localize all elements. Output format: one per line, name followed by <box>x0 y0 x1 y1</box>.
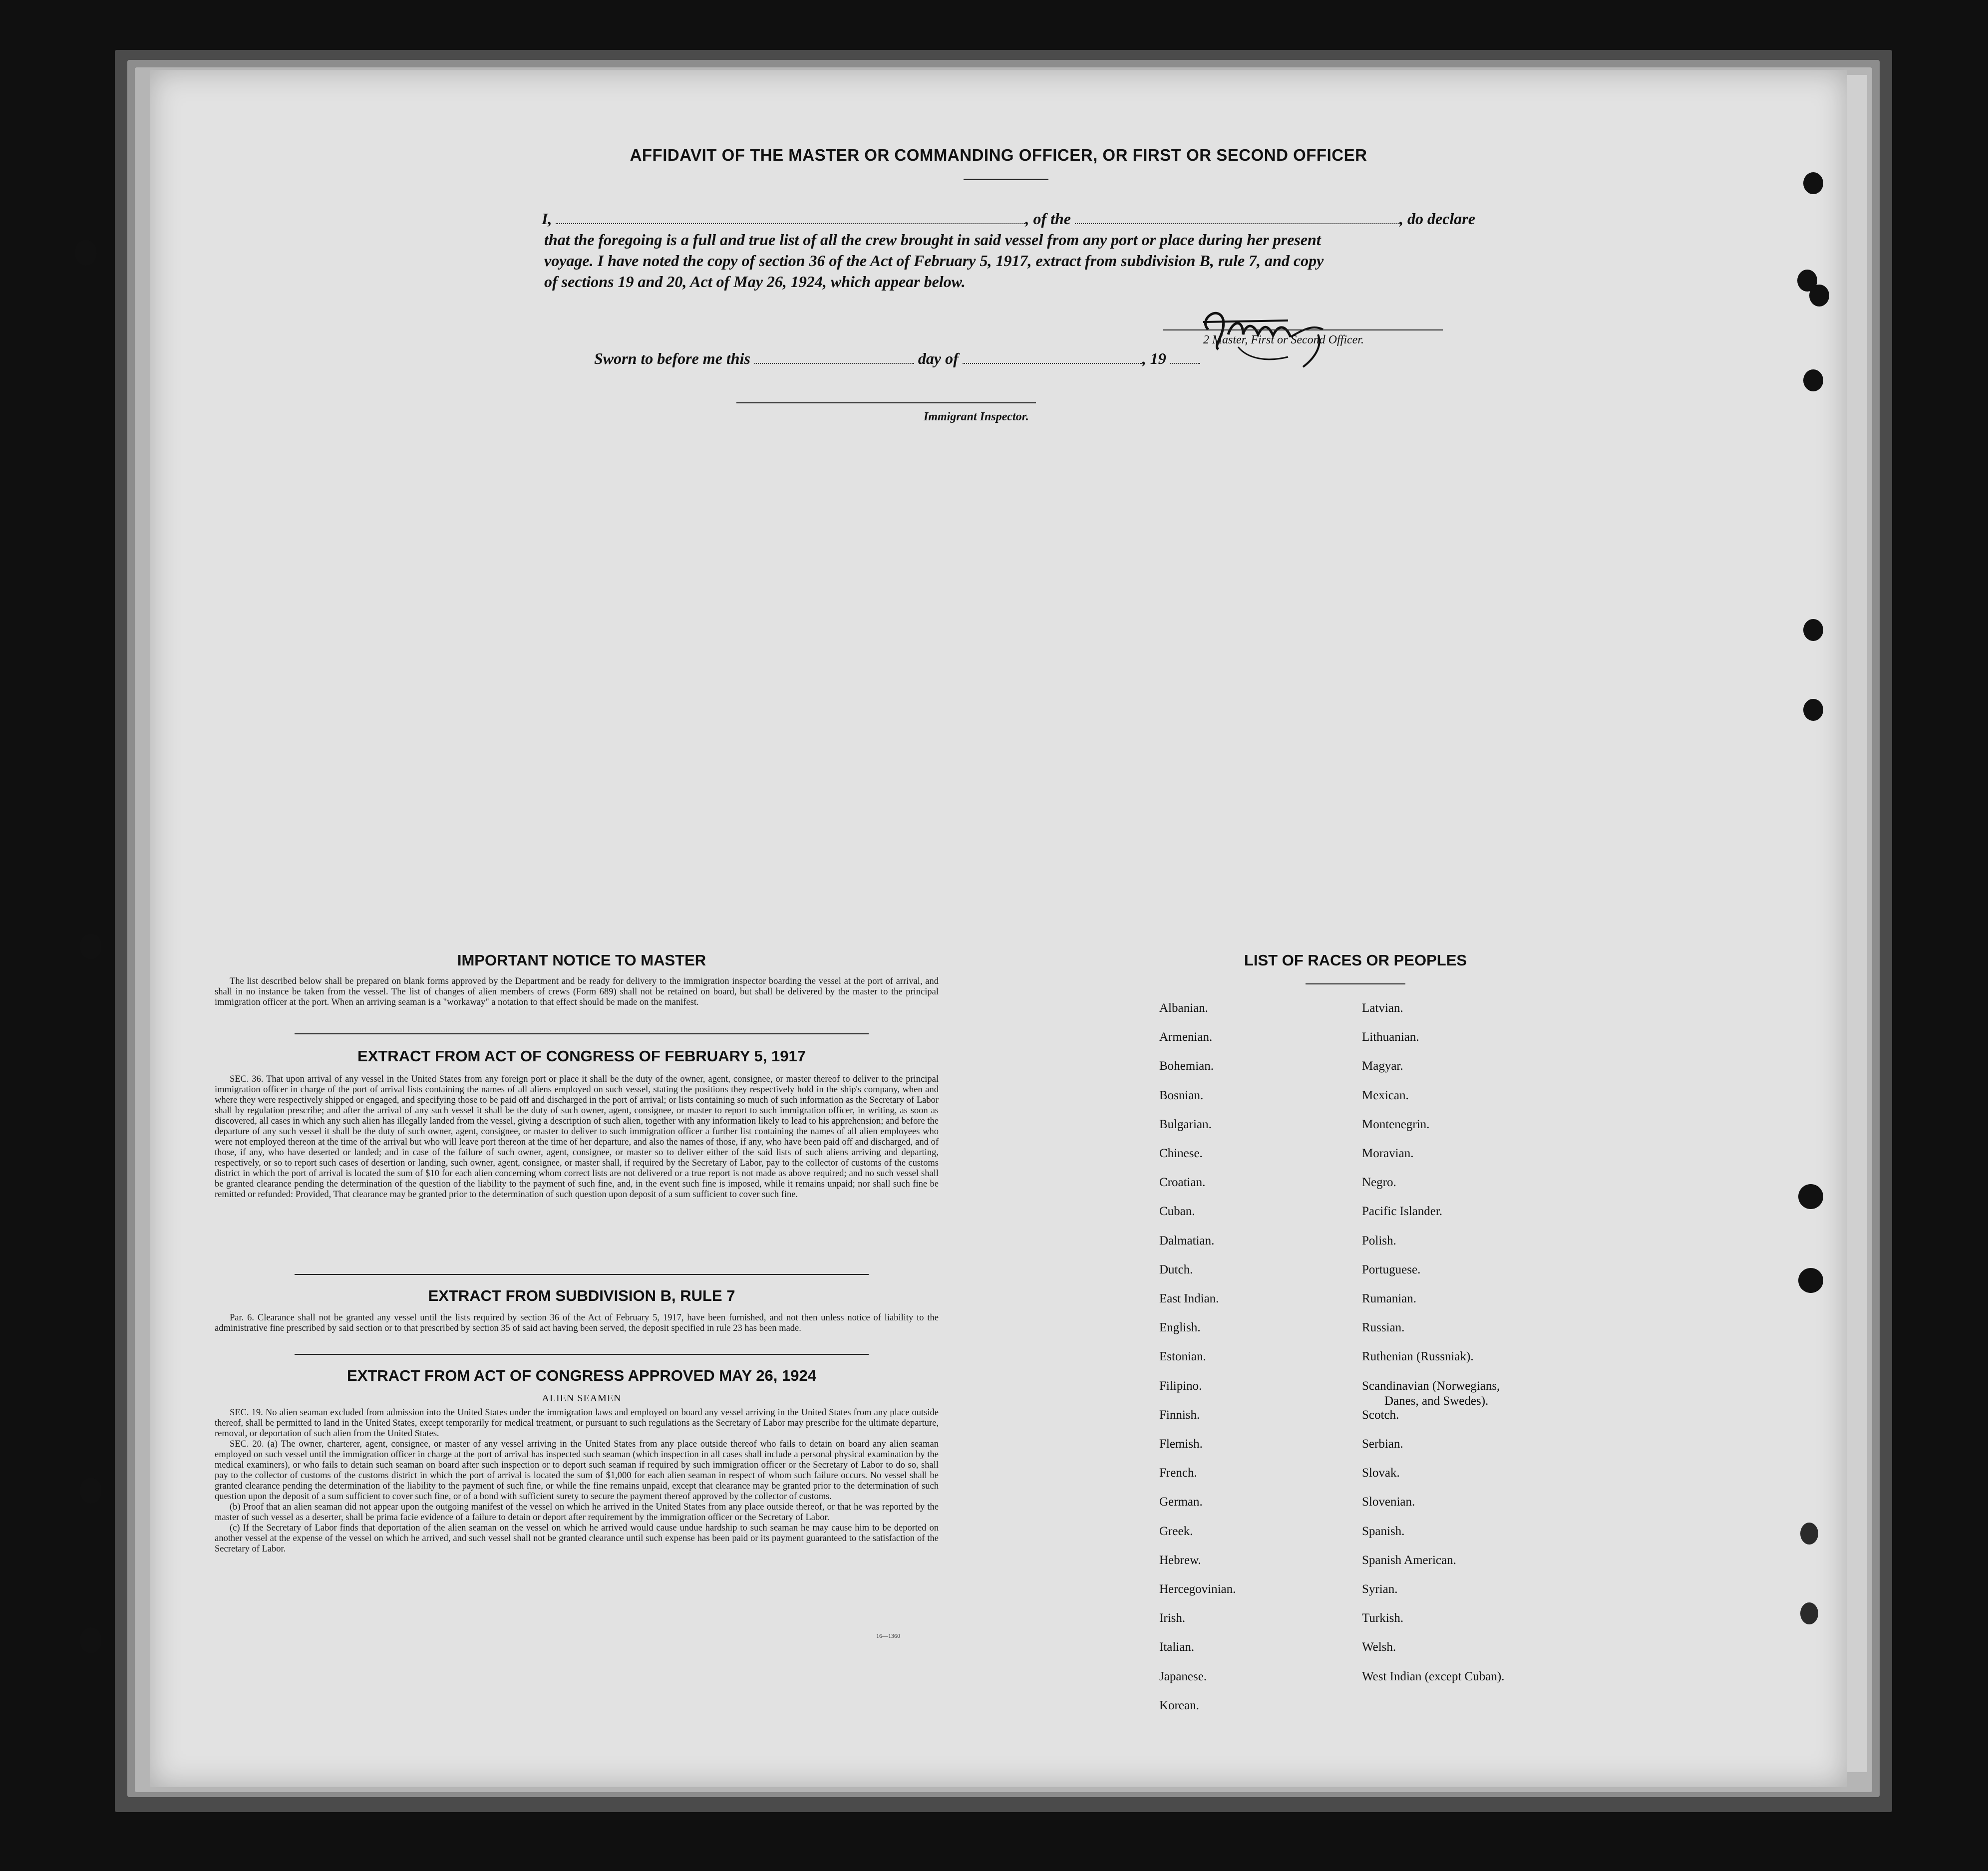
binder-hole <box>1809 285 1829 307</box>
race-item: Moravian. <box>1362 1147 1414 1160</box>
race-item: Slovenian. <box>1362 1495 1415 1509</box>
race-item: Serbian. <box>1362 1437 1403 1451</box>
divider <box>964 179 1048 180</box>
race-item: Latvian. <box>1362 1001 1403 1015</box>
extract-1924-title: EXTRACT FROM ACT OF CONGRESS APPROVED MAY 26, 1924 <box>347 1367 816 1384</box>
race-item: Korean. <box>1159 1699 1199 1712</box>
race-item: Scandinavian (Norwegians, <box>1362 1379 1500 1393</box>
binder-hole <box>80 1478 102 1504</box>
form-number: 16—1360 <box>876 1632 900 1639</box>
race-item: Chinese. <box>1159 1147 1203 1160</box>
race-item: Flemish. <box>1159 1437 1203 1451</box>
race-item: Welsh. <box>1362 1640 1396 1654</box>
declaration-text: voyage. I have noted the copy of section 36 of the Act of February 5, 1917, extract from subdivision B, rule 7, and copy <box>544 252 1324 270</box>
binder-hole <box>1800 1523 1818 1545</box>
section-20c-text: (c) If the Secretary of Labor finds that deportation of the alien seaman on the vessel on which he arrived would cause undue hardship to such seaman he may cause him to be deported on another vessel at the expense of the vessel on which he arrived, and such vessel shall not be granted clearance until such expense has been paid or its payment guaranteed to the satisfaction of the Secretary of Labor. <box>215 1523 939 1554</box>
race-item: Albanian. <box>1159 1001 1208 1015</box>
race-item: Russian. <box>1362 1321 1405 1334</box>
section-20a-text: SEC. 20. (a) The owner, charterer, agent, consignee, or master of any vessel arriving in the United States from any place outside thereof who fails to detain on board any alien seaman employed on such vessel until the immigration officer in charge at the port of arrival has inspected such seaman (which inspection in all cases shall include a personal physical examination by the medical examiners), or who fails to detain such seaman on board after such inspection or to deport such seaman if required by such immigration officer or the Secretary of Labor to do so, shall pay to the collector of customs of the customs district in which the port of arrival is located the sum of $1,000 for each alien seaman in respect of whom such failure occurs. No vessel shall be granted clearance pending the determination of the liability to the payment of such fine, or while the fine remains unpaid, except that clearance may be granted prior to the determination of such question upon the deposit of a sum sufficient to cover such fine, or of a bond with sufficient surety to secure the payment thereof approved by the collector of customs. <box>215 1439 939 1502</box>
extract-rule7-title: EXTRACT FROM SUBDIVISION B, RULE 7 <box>428 1287 735 1304</box>
binder-hole <box>1803 699 1823 721</box>
notice-text: The list described below shall be prepared on blank forms approved by the Department and be ready for delivery to the immigration inspector boarding the vessel at the port of arrival, and shall in no instance be taken from the vessel. The list of changes of alien members of crews (Form 689) shall not be retained on board, but shall be delivered by the master to the principal immigration officer at the port. When an arriving seaman is a "workaway" a notation to that effect should be made on the manifest. <box>215 976 939 1007</box>
race-item: Danes, and Swedes). <box>1384 1394 1489 1408</box>
race-item: Syrian. <box>1362 1582 1398 1596</box>
race-item: Dalmatian. <box>1159 1234 1215 1247</box>
race-item: French. <box>1159 1466 1197 1480</box>
race-item: East Indian. <box>1159 1292 1219 1305</box>
declaration-line <box>542 210 1475 228</box>
divider <box>1306 983 1405 984</box>
extract-1917-title: EXTRACT FROM ACT OF CONGRESS OF FEBRUARY 5, 1917 <box>357 1047 806 1065</box>
race-item: Filipino. <box>1159 1379 1202 1393</box>
race-item: English. <box>1159 1321 1201 1334</box>
declarant-label: I, <box>542 210 552 228</box>
vessel-name-field[interactable] <box>1075 213 1399 224</box>
vessel-label: , of the <box>1025 210 1071 228</box>
race-item: Irish. <box>1159 1611 1186 1625</box>
signature-line <box>1163 329 1443 330</box>
signature-caption <box>1203 333 1364 347</box>
sworn-label: Sworn to before me this <box>594 349 750 367</box>
race-item: Armenian. <box>1159 1030 1213 1044</box>
race-item: Magyar. <box>1362 1059 1403 1073</box>
binder-hole <box>1798 1268 1823 1293</box>
binder-hole <box>1803 172 1823 194</box>
month-field[interactable] <box>963 353 1142 364</box>
inspector-caption: Immigrant Inspector. <box>924 410 1029 423</box>
race-item: Japanese. <box>1159 1670 1207 1683</box>
race-item: Negro. <box>1362 1176 1396 1189</box>
race-item: Bohemian. <box>1159 1059 1214 1073</box>
notice-title: IMPORTANT NOTICE TO MASTER <box>457 951 706 969</box>
race-item: Pacific Islander. <box>1362 1205 1443 1218</box>
race-item: Rumanian. <box>1362 1292 1417 1305</box>
extract-1917-body <box>215 1074 939 1200</box>
binder-hole <box>1803 369 1823 391</box>
race-item: Hercegovinian. <box>1159 1582 1236 1596</box>
inspector-signature-line <box>736 402 1036 403</box>
day-field[interactable] <box>754 353 914 364</box>
race-item: German. <box>1159 1495 1203 1509</box>
alien-seamen-heading: ALIEN SEAMEN <box>542 1393 622 1404</box>
year-field[interactable] <box>1170 353 1200 364</box>
race-item: Mexican. <box>1362 1089 1409 1102</box>
rule-7-text: Par. 6. Clearance shall not be granted any vessel until the lists required by section 36 of the Act of February 5, 1917, have been furnished, and not then unless notice of liability to the administrative fine prescribed by said section or to that prescribed by section 35 of said act having been served, the deposit specified in rule 23 has been made. <box>215 1313 939 1333</box>
binder-hole <box>1803 619 1823 641</box>
race-item: Polish. <box>1362 1234 1396 1247</box>
race-item: Slovak. <box>1362 1466 1400 1480</box>
race-item: Cuban. <box>1159 1205 1195 1218</box>
extract-rule7-body <box>215 1313 939 1334</box>
declaration-text: of sections 19 and 20, Act of May 26, 1924, which appear below. <box>544 273 966 291</box>
race-item: West Indian (except Cuban). <box>1362 1670 1505 1683</box>
divider <box>295 1354 869 1355</box>
day-of-label: day of <box>918 349 959 367</box>
section-19-text: SEC. 19. No alien seaman excluded from admission into the United States under the immigration laws and employed on board any vessel arriving in the United States from any place outside thereof, shall be permitted to land in the United States, except temporarily for medical treatment, or pursuant to such regulations as the Secretary of Labor may prescribe for the ultimate departure, removal, or deportation of such alien from the United States. <box>215 1408 939 1439</box>
signature-title: Master, First or Second Officer. <box>1212 333 1364 346</box>
page-edge <box>1847 75 1867 1772</box>
divider <box>295 1274 869 1275</box>
binder-hole <box>75 240 97 266</box>
race-item: Greek. <box>1159 1525 1193 1538</box>
extract-1924-body <box>215 1408 939 1555</box>
year-label: , 19 <box>1142 349 1166 367</box>
race-item: Dutch. <box>1159 1263 1193 1276</box>
race-item: Ruthenian (Russniak). <box>1362 1350 1474 1363</box>
races-title: LIST OF RACES OR PEOPLES <box>1244 951 1467 969</box>
sworn-line <box>594 349 1200 368</box>
race-item: Croatian. <box>1159 1176 1206 1189</box>
binder-hole <box>1798 1184 1823 1209</box>
race-item: Spanish American. <box>1362 1554 1456 1567</box>
race-item: Estonian. <box>1159 1350 1206 1363</box>
race-item: Bosnian. <box>1159 1089 1204 1102</box>
signature-prefix: 2 <box>1203 333 1209 346</box>
binder-hole <box>80 1627 102 1653</box>
race-item: Italian. <box>1159 1640 1195 1654</box>
binder-hole <box>80 934 102 959</box>
binder-hole <box>1800 1602 1818 1624</box>
race-item: Montenegrin. <box>1362 1118 1430 1131</box>
race-item: Finnish. <box>1159 1408 1200 1422</box>
race-item: Hebrew. <box>1159 1554 1201 1567</box>
affidavit-title: AFFIDAVIT OF THE MASTER OR COMMANDING OFFICER, OR FIRST OR SECOND OFFICER <box>630 146 1367 164</box>
race-item: Portuguese. <box>1362 1263 1421 1276</box>
race-item: Lithuanian. <box>1362 1030 1419 1044</box>
declarant-name-field[interactable] <box>556 213 1025 224</box>
divider <box>295 1033 869 1034</box>
race-item: Bulgarian. <box>1159 1118 1212 1131</box>
race-item: Scotch. <box>1362 1408 1399 1422</box>
declaration-text: that the foregoing is a full and true list of all the crew brought in said vessel from any port or place during her present <box>544 231 1321 249</box>
section-36-text: SEC. 36. That upon arrival of any vessel in the United States from any foreign port or place it shall be the duty of the owner, agent, consignee, or master thereof to deliver to the principal immigration officer in charge of the port of arrival lists containing the names of all aliens employed on such vessel, stating the positions they respectively hold in the ship's company, when and where they were respectively shipped or engaged, and specifying those to be paid off and discharged in the port of arrival; or lists containing so much of such information as the Secretary of Labor shall by regulation prescribe; and after the arrival of any such vessel it shall be the duty of such owner, agent, consignee, or master to report to such immigration officer, in writing, as soon as discovered, all cases in which any such alien has illegally landed from the vessel, giving a description of such alien, together with any information likely to lead to his apprehension; and before the departure of any such vessel it shall be the duty of such owner, agent, consignee, or master to deliver to such immigration officer a further list containing the names of all alien employees who were not employed thereon at the time of the arrival but who will leave port thereon at the time of her departure, and also the names of those, if any, who have been paid off and discharged, and of those, if any, who have deserted or landed; and in case of the failure of such owner, agent, consignee, or master so to deliver either of the said lists of such aliens arriving and departing, respectively, or so to report such cases of desertion or landing, such owner, agent, consignee, or master shall, if required by the Secretary of Labor, pay to the collector of customs of the customs district in which the port of arrival is located the sum of $10 for each alien concerning whom correct lists are not delivered or a true report is not made as above required; and no such vessel shall be granted clearance pending the determination of the question of the liability to the payment of such fine, and, in the event such fine is imposed, while it remains unpaid; nor shall such fine be remitted or refunded: Provided, That clearance may be granted prior to the determination of such question upon deposit of a sum sufficient to cover such fine. <box>215 1074 939 1200</box>
notice-body <box>215 976 939 1008</box>
race-item: Spanish. <box>1362 1525 1405 1538</box>
race-item: Turkish. <box>1362 1611 1404 1625</box>
declare-label: , do declare <box>1399 210 1475 228</box>
section-20b-text: (b) Proof that an alien seaman did not appear upon the outgoing manifest of the vessel on which he arrived in the United States from any place outside thereof, or that he was reported by the master of such vessel as a deserter, shall be prima facie evidence of a failure to detain or deport after requirement by the immigration officer or the Secretary of Labor. <box>215 1502 939 1523</box>
